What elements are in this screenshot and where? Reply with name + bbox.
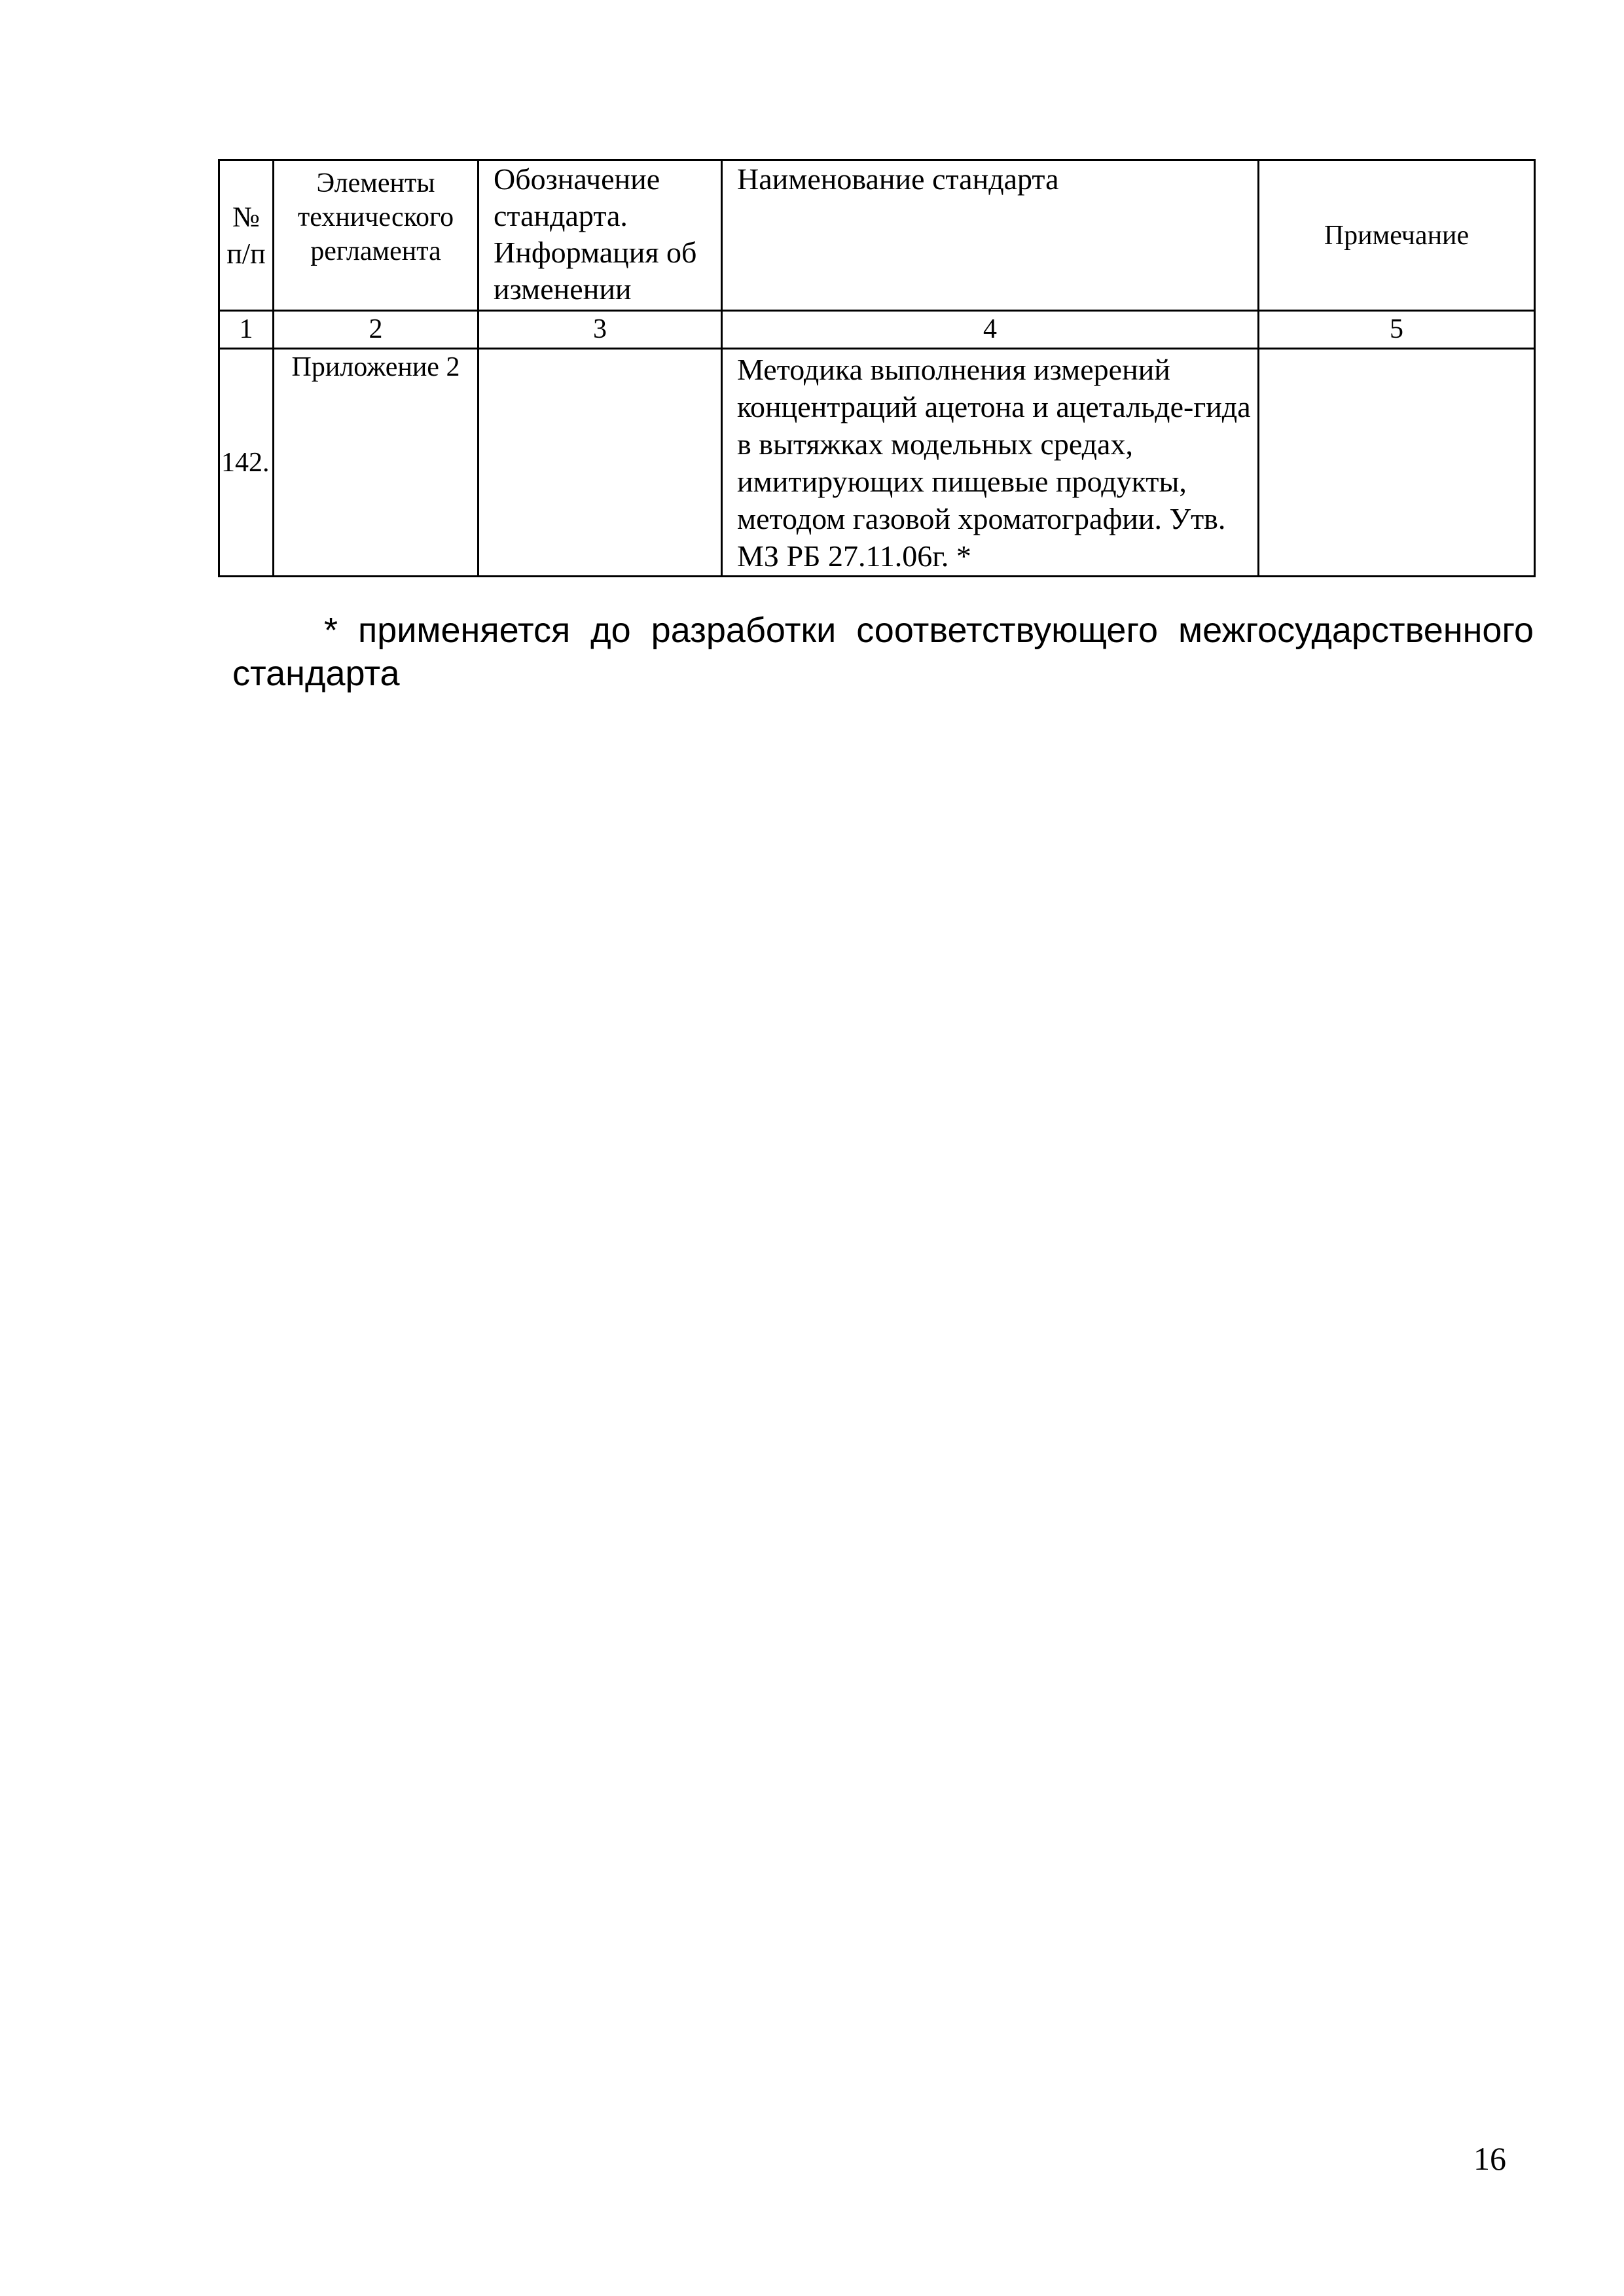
header-num: № п/п [219, 160, 274, 311]
row-designation [478, 349, 722, 577]
standards-table [218, 159, 1536, 577]
header-elements: Элементы технического регламента [274, 160, 478, 311]
column-index: 1 [219, 311, 274, 349]
header-name: Наименование стандарта [722, 160, 1259, 311]
row-name: Методика выполнения измерений концентраций ацетона и ацетальде-гида в вытяжках модельных средах, имитирующих пищевые продукты, методом газовой хроматографии. Утв. МЗ РБ 27.11.06г. * [722, 349, 1259, 577]
row-note [1259, 349, 1535, 577]
column-index: 2 [274, 311, 478, 349]
table-row [219, 349, 1535, 577]
footnote: * применяется до разработки соответствующего межгосударственного стандарта [232, 611, 1534, 693]
column-index: 3 [478, 311, 722, 349]
page-number: 16 [1473, 2140, 1506, 2177]
table-header-row [219, 160, 1535, 311]
row-element: Приложение 2 [274, 349, 478, 577]
column-index: 5 [1259, 311, 1535, 349]
header-note: Примечание [1259, 160, 1535, 311]
column-index-row [219, 311, 1535, 349]
column-index: 4 [722, 311, 1259, 349]
header-designation: Обозначение стандарта. Информация об изменении [478, 160, 722, 311]
row-num: 142. [219, 349, 274, 577]
